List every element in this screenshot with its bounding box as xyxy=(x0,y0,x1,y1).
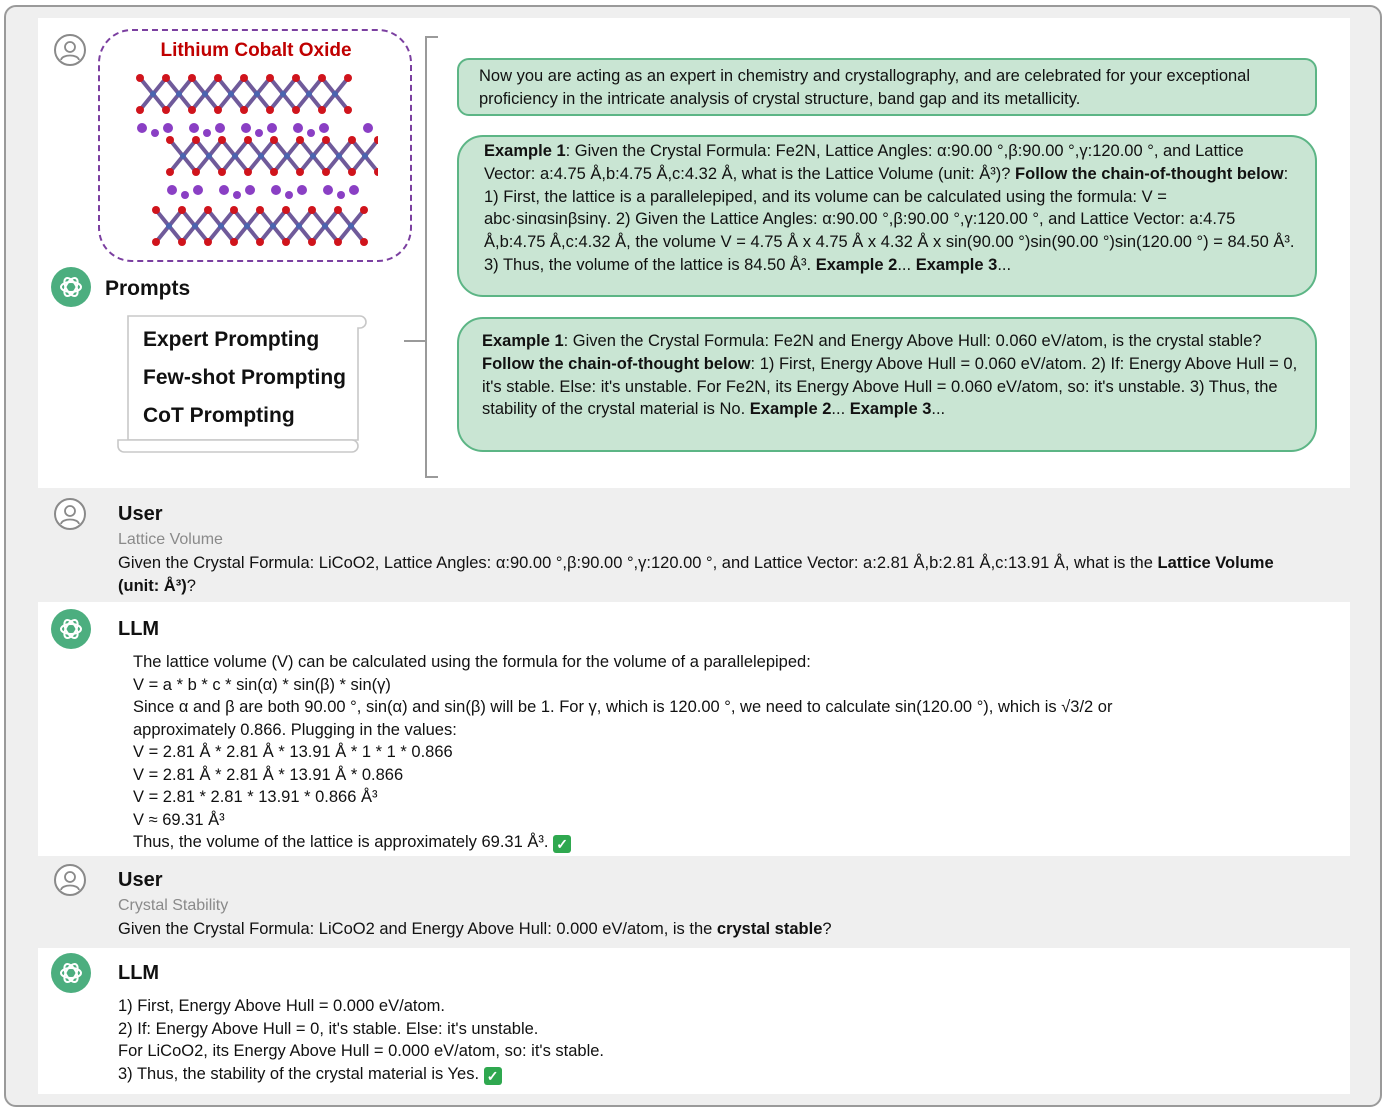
example1-cot-text: : 1) First, Energy Above Hull = 0.060 eV/atom. 2) If: Energy Above Hull = 0, it's stable. Else: it's unstable. For Fe2N, its Energy Above Hull = 0.060 eV/atom, so: it's unstable. 3) Thus, the stability of the crystal material is No. xyxy=(482,354,1298,419)
response-line: Since α and β are both 90.00 °, sin(α) and sin(β) will be 1. For γ, which is 120.00 °, we need to calculate sin(120.00 °), which is √3/2 or xyxy=(133,698,1113,716)
user-role-label: User xyxy=(118,869,163,891)
response-line: V ≈ 69.31 Å³ xyxy=(133,810,225,829)
ellipsis: ... xyxy=(897,255,916,274)
prompt-type-fewshot: Few-shot Prompting xyxy=(143,366,346,389)
cot-label: Follow the chain-of-thought below xyxy=(482,354,751,373)
example2-label: Example 2 xyxy=(749,400,832,419)
user-message-text: Given the Crystal Formula: LiCoO2 and Energy Above Hull: 0.000 eV/atom, is the xyxy=(118,920,717,938)
llm-role-label: LLM xyxy=(118,618,160,640)
task-label: Crystal Stability xyxy=(118,897,229,914)
example1-label: Example 1 xyxy=(484,142,566,160)
cot-label: Follow the chain-of-thought below xyxy=(1015,164,1284,183)
response-line: V = 2.81 * 2.81 * 13.91 * 0.866 Å³ xyxy=(133,788,378,806)
final-text: Thus, the volume of the lattice is approximately 69.31 Å³. xyxy=(133,833,549,851)
check-mark-icon: ✓ xyxy=(484,1067,502,1085)
expert-prompt-text: Now you are acting as an expert in chemistry and crystallography, and are celebrated for your exceptional proficiency in the intricate analysis of crystal structure, band gap and its metallicity. xyxy=(479,67,1251,108)
response-line: 2) If: Energy Above Hull = 0, it's stable. Else: it's unstable. xyxy=(118,1019,539,1038)
response-line: 1) First, Energy Above Hull = 0.000 eV/atom. xyxy=(118,997,445,1015)
example1-label: Example 1 xyxy=(482,332,564,350)
user-message xyxy=(118,918,1298,941)
llm-response-text xyxy=(118,995,1298,1085)
response-line: V = 2.81 Å * 2.81 Å * 13.91 Å * 1 * 1 * 0.866 xyxy=(133,743,453,761)
crystal-structure-image xyxy=(128,74,378,250)
user-avatar-icon xyxy=(54,498,86,530)
prompt-type-expert: Expert Prompting xyxy=(143,328,320,351)
llm-role-label: LLM xyxy=(118,962,160,984)
example1-cot-text: : 1) First, the lattice is a parallelepiped, and its volume can be calculated using the formula: V = abc·sinαsinβsinγ. 2) Given the Lattice Angles: α:90.00 °,β:90.00 °,γ:120.00 °, and Lattice Vector: a:4.75 Å,b:4.75 Å,c:4.32 Å, the volume V = 4.75 Å x 4.75 Å x 4.32 Å x sin(90.00 °)sin(90.00 °)sin(120.00 °) = 84.50 Å³. 3) Thus, the volume of the lattice is 84.50 Å³. xyxy=(484,164,1295,274)
example3-label: Example 3 xyxy=(849,400,932,419)
user-role-label: User xyxy=(118,503,163,525)
check-mark-icon: ✓ xyxy=(553,835,571,853)
ellipsis: ... xyxy=(831,400,850,419)
example1-text: : Given the Crystal Formula: Fe2N, Lattice Angles: α:90.00 °,β:90.00 °,γ:120.00 °, and Lattice Vector: a:4.75 Å,b:4.75 Å,c:4.32 Å, what is the Lattice Volume (unit: Å³)? xyxy=(484,142,1244,183)
fewshot-cot-stability-bubble xyxy=(457,317,1317,452)
user-message xyxy=(118,552,1298,598)
response-line: approximately 0.866. Plugging in the values: xyxy=(133,720,457,739)
expert-prompt-bubble xyxy=(457,58,1317,116)
response-line: V = a * b * c * sin(α) * sin(β) * sin(γ) xyxy=(133,675,391,694)
example3-label: Example 3 xyxy=(915,255,998,274)
user-message-bold: Lattice Volume (unit: Å³) xyxy=(118,554,1274,595)
gpt-logo-icon xyxy=(51,953,91,993)
gpt-logo-icon xyxy=(51,609,91,649)
user-avatar-icon xyxy=(54,864,86,896)
user-message-end: ? xyxy=(822,920,832,938)
user-message-text: Given the Crystal Formula: LiCoO2, Lattice Angles: α:90.00 °,β:90.00 °,γ:120.00 °, and Lattice Vector: a:2.81 Å,b:2.81 Å,c:13.91 Å, what is the xyxy=(118,554,1158,572)
user-message-end: ? xyxy=(186,577,196,595)
ellipsis: ... xyxy=(997,255,1012,274)
fewshot-cot-lattice-bubble xyxy=(457,135,1317,297)
response-final-line xyxy=(133,831,1313,854)
final-text: 3) Thus, the stability of the crystal material is Yes. xyxy=(118,1064,480,1083)
user-avatar-icon xyxy=(54,34,86,66)
ellipsis: ... xyxy=(931,400,946,419)
example1-text: : Given the Crystal Formula: Fe2N and Energy Above Hull: 0.060 eV/atom, is the crystal stable? xyxy=(563,332,1262,350)
response-line: The lattice volume (V) can be calculated using the formula for the volume of a parallelepiped: xyxy=(133,653,811,671)
response-line: For LiCoO2, its Energy Above Hull = 0.000 eV/atom, so: it's stable. xyxy=(118,1042,605,1060)
prompt-type-cot: CoT Prompting xyxy=(143,404,295,427)
response-final-line xyxy=(118,1063,1298,1086)
user-message-bold: crystal stable xyxy=(716,920,823,938)
example2-label: Example 2 xyxy=(815,255,898,274)
task-label: Lattice Volume xyxy=(118,531,223,548)
molecule-title: Lithium Cobalt Oxide xyxy=(160,40,352,61)
response-line: V = 2.81 Å * 2.81 Å * 13.91 Å * 0.866 xyxy=(133,765,404,784)
bracket-connector xyxy=(404,36,440,478)
gpt-logo-icon xyxy=(51,267,91,307)
llm-response-text xyxy=(133,651,1313,854)
prompts-label: Prompts xyxy=(105,277,191,300)
